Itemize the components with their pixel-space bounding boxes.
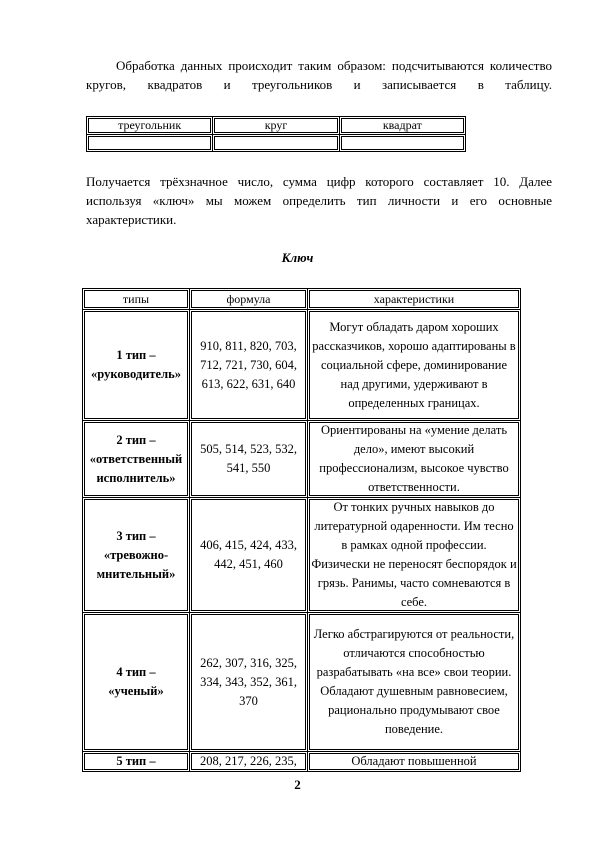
tally-header-circle: круг	[213, 117, 339, 135]
tally-header-square: квадрат	[339, 117, 465, 135]
type-line: «ответственный	[89, 451, 183, 466]
key-header-types: типы	[83, 289, 190, 310]
formula-cell: 505, 514, 523, 532, 541, 550	[190, 421, 308, 498]
key-header-row	[83, 289, 521, 310]
key-header-characteristics: характеристики	[308, 289, 521, 310]
formula-cell: 208, 217, 226, 235,	[190, 752, 308, 772]
characteristics-cell: Обладают повышенной	[308, 752, 521, 772]
table-row	[83, 613, 521, 752]
page-number: 2	[294, 777, 301, 792]
key-header-formula: формула	[190, 289, 308, 310]
tally-value-triangle	[87, 135, 213, 152]
formula-cell: 406, 415, 424, 433, 442, 451, 460	[190, 498, 308, 613]
tally-value-circle	[213, 135, 339, 152]
table-row	[83, 498, 521, 613]
type-cell	[83, 613, 190, 752]
type-line: 3 тип –	[116, 528, 156, 543]
tally-value-row	[87, 135, 466, 152]
key-title: Ключ	[281, 250, 314, 265]
type-cell	[83, 310, 190, 421]
characteristics-cell: Легко абстрагируются от реальности, отличаются способностью разрабатывать «на все» свои теории. Обладают душевным равновесием, рационально продумывают свое поведение.	[308, 613, 521, 752]
table-row	[83, 310, 521, 421]
result-paragraph: Получается трёхзначное число, сумма цифр которого составляет 10. Далее используя «ключ» мы можем определить тип личности и его основные характеристики.	[86, 174, 552, 227]
tally-header-triangle: треугольник	[87, 117, 213, 135]
key-table	[82, 288, 521, 772]
formula-cell: 262, 307, 316, 325, 334, 343, 352, 361, 370	[190, 613, 308, 752]
tally-header-row	[87, 117, 466, 135]
type-line: мнительный»	[96, 566, 176, 581]
type-line: исполнитель»	[96, 470, 176, 485]
characteristics-cell: Ориентированы на «умение делать дело», имеют высокий профессионализм, высокое чувство ответственности.	[308, 421, 521, 498]
intro-paragraph	[86, 56, 552, 94]
type-cell: 5 тип –	[83, 752, 190, 772]
type-line: «руководитель»	[91, 367, 181, 381]
type-cell	[83, 421, 190, 498]
characteristics-cell: От тонких ручных навыков до литературной одаренности. Им тесно в рамках одной профессии. Физически не переносят беспорядок и грязь. Ранимы, часто сомневаются в себе.	[308, 498, 521, 613]
table-row	[83, 752, 521, 772]
type-line: «ученый»	[108, 684, 164, 698]
type-cell	[83, 498, 190, 613]
type-line: 4 тип –	[116, 665, 156, 679]
tally-table	[86, 116, 466, 152]
type-line: 1 тип –	[116, 348, 156, 362]
intro-line-1: Обработка данных происходит таким образом: подсчитываются количество	[116, 58, 552, 73]
table-row	[83, 421, 521, 498]
formula-cell: 910, 811, 820, 703, 712, 721, 730, 604, 613, 622, 631, 640	[190, 310, 308, 421]
characteristics-cell: Могут обладать даром хороших рассказчиков, хорошо адаптированы в социальной сфере, доминирование над другими, удерживают в определенных границах.	[308, 310, 521, 421]
type-line: «тревожно-	[103, 547, 169, 562]
type-line: 2 тип –	[116, 432, 156, 447]
intro-line-2: кругов, квадратов и треугольников и записывается в таблицу.	[86, 77, 552, 92]
tally-value-square	[339, 135, 465, 152]
